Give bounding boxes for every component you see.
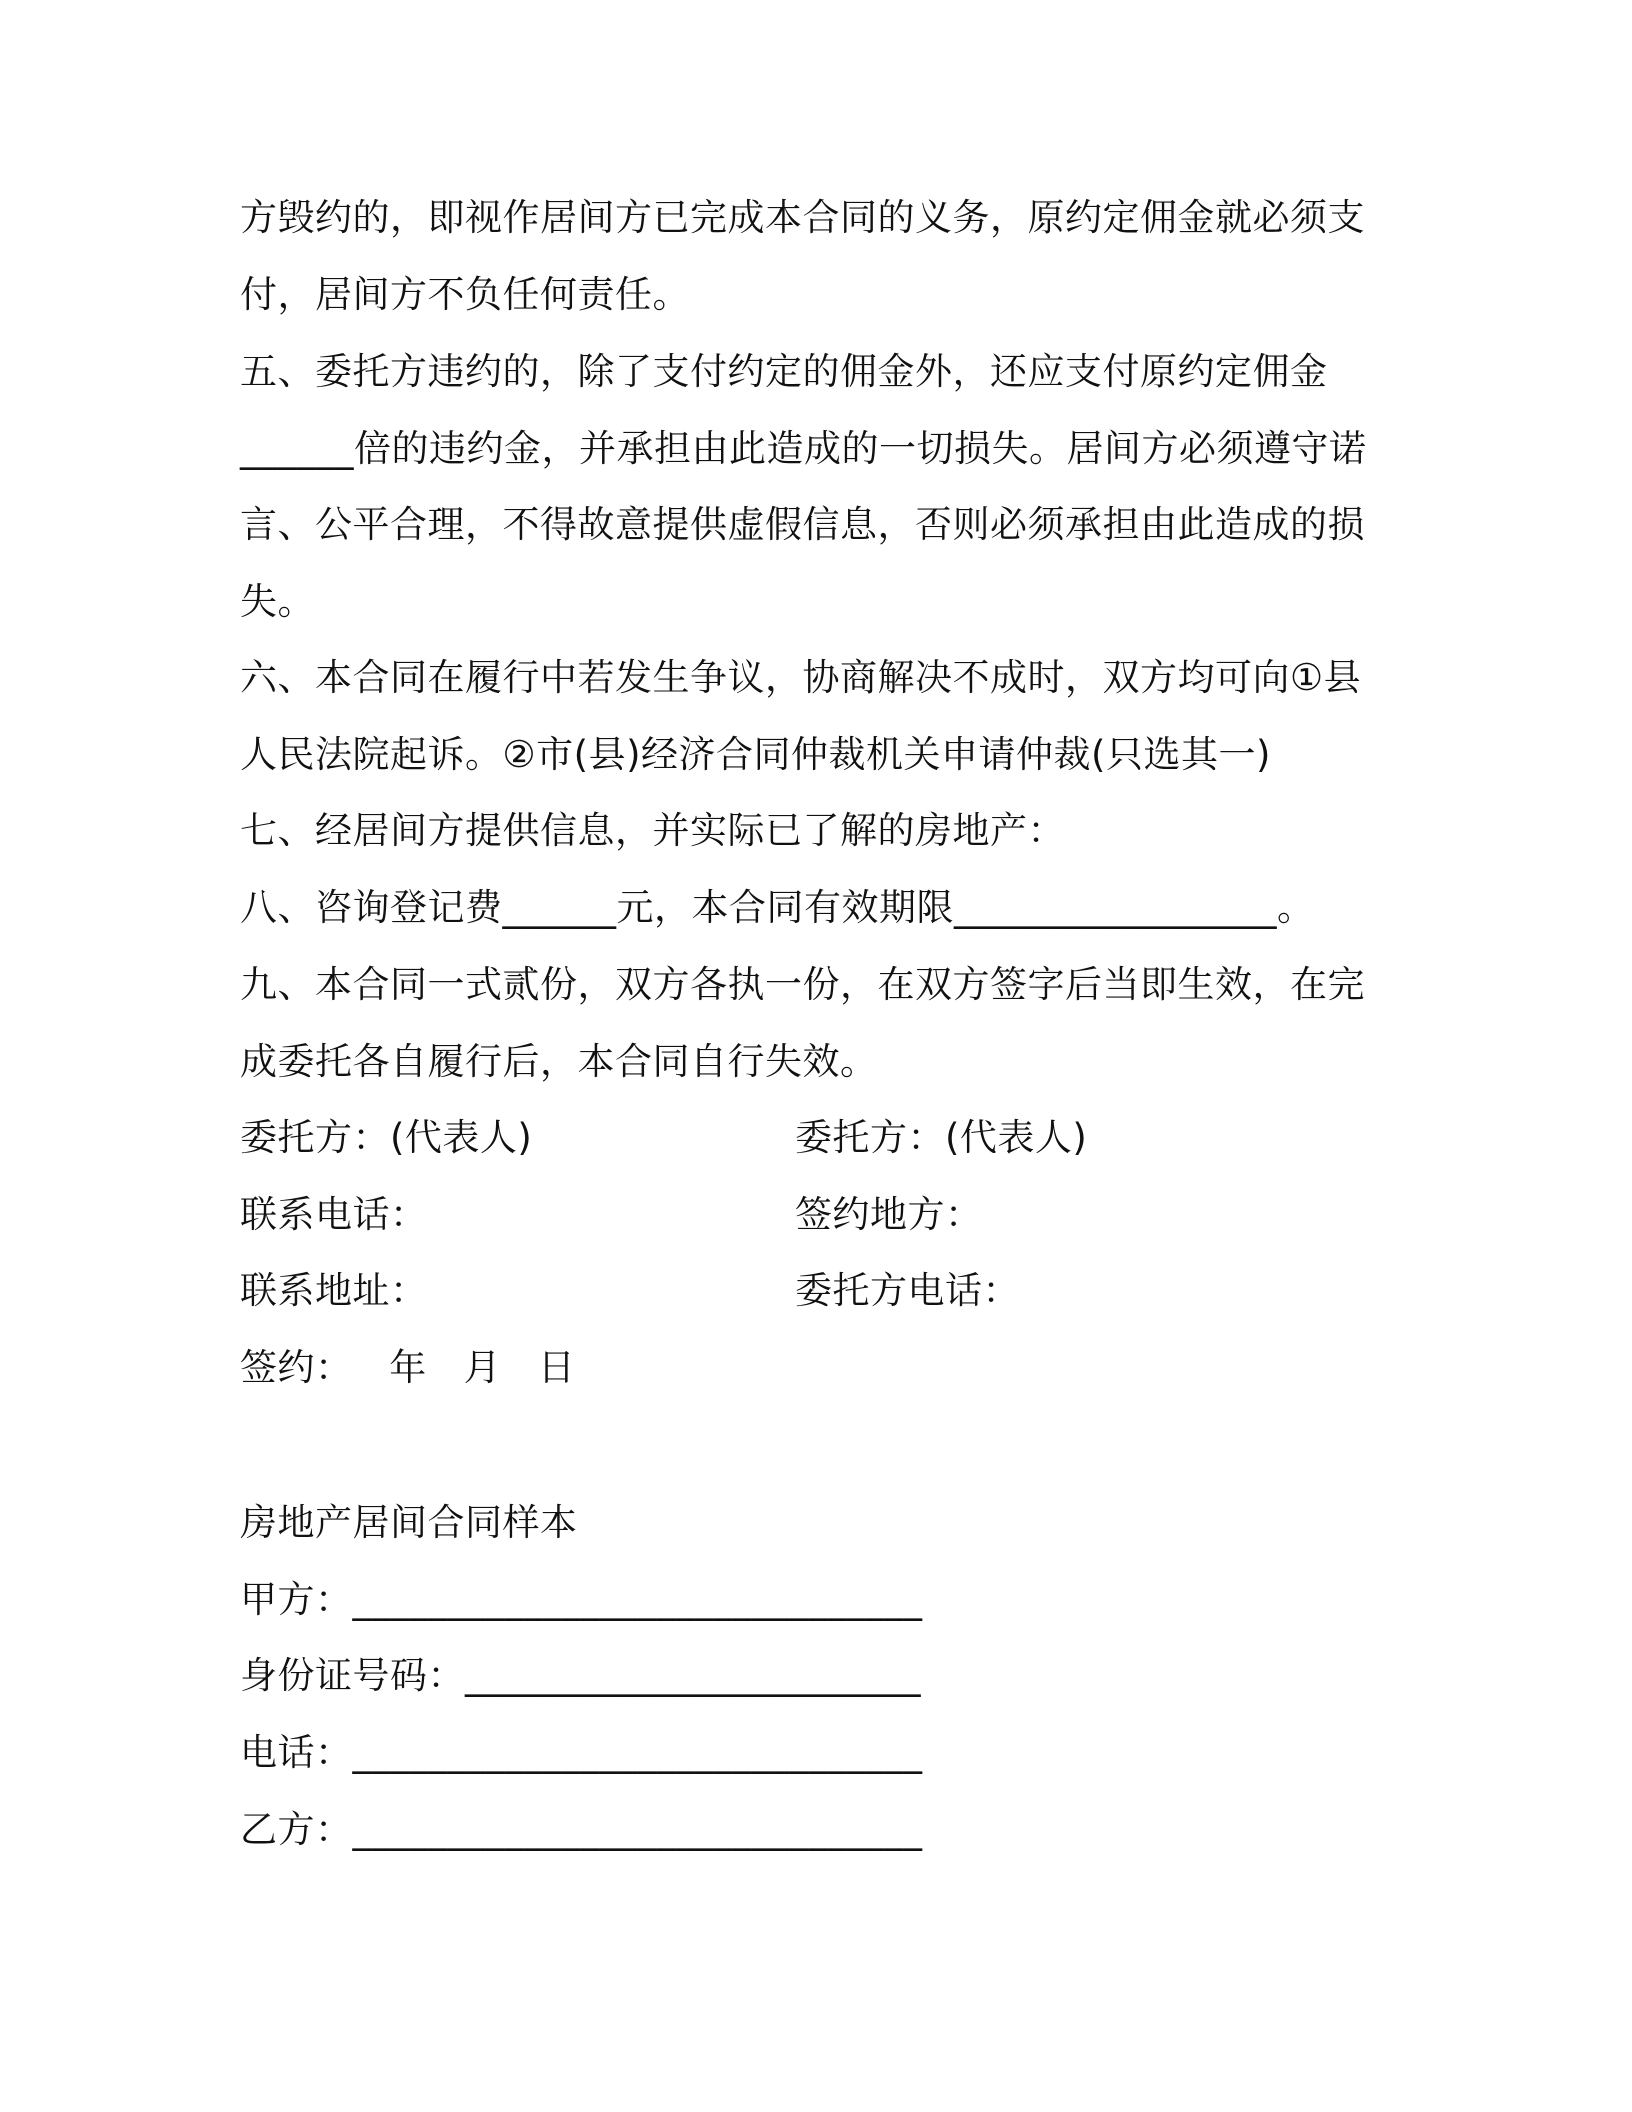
id-number-field: 身份证号码：________________________ — [240, 1654, 921, 1697]
clause-8: 八、咨询登记费______元，本合同有效期限_________________。 — [240, 886, 1315, 929]
clause-9-line-2: 成委托各自履行后，本合同自行失效。 — [240, 1040, 878, 1083]
clause-5-line-1: 五、委托方违约的，除了支付约定的佣金外，还应支付原约定佣金 — [240, 350, 1328, 393]
clause-5-line-2: ______倍的违约金，并承担由此造成的一切损失。居间方必须遵守诺 — [240, 427, 1367, 470]
clause-4-line-1: 方毁约的，即视作居间方已完成本合同的义务，原约定佣金就必须支 — [240, 196, 1365, 239]
signature-left-address: 联系地址： — [240, 1269, 428, 1312]
clause-4-line-2: 付，居间方不负任何责任。 — [240, 273, 690, 316]
signature-left-phone: 联系电话： — [240, 1193, 428, 1236]
sample-title: 房地产居间合同样本 — [240, 1501, 578, 1544]
phone-field: 电话：______________________________ — [240, 1731, 923, 1774]
signature-right-representative: 委托方：(代表人) — [795, 1116, 1088, 1159]
signature-right-place: 签约地方： — [795, 1193, 983, 1236]
clause-5-line-3: 言、公平合理，不得故意提供虚假信息，否则必须承担由此造成的损 — [240, 503, 1365, 546]
party-a-field: 甲方：______________________________ — [240, 1578, 923, 1621]
signature-date: 签约： 年 月 日 — [240, 1346, 576, 1389]
clause-7: 七、经居间方提供信息，并实际已了解的房地产： — [240, 809, 1065, 852]
party-b-field: 乙方：______________________________ — [240, 1808, 923, 1851]
signature-left-representative: 委托方：(代表人) — [240, 1116, 533, 1159]
clause-9-line-1: 九、本合同一式贰份，双方各执一份，在双方签字后当即生效，在完 — [240, 963, 1365, 1006]
clause-6-line-2: 人民法院起诉。②市(县)经济合同仲裁机关申请仲裁(只选其一) — [240, 733, 1271, 776]
clause-6-line-1: 六、本合同在履行中若发生争议，协商解决不成时，双方均可向①县 — [240, 656, 1362, 699]
signature-right-phone: 委托方电话： — [795, 1269, 1020, 1312]
clause-5-line-4: 失。 — [240, 580, 315, 623]
